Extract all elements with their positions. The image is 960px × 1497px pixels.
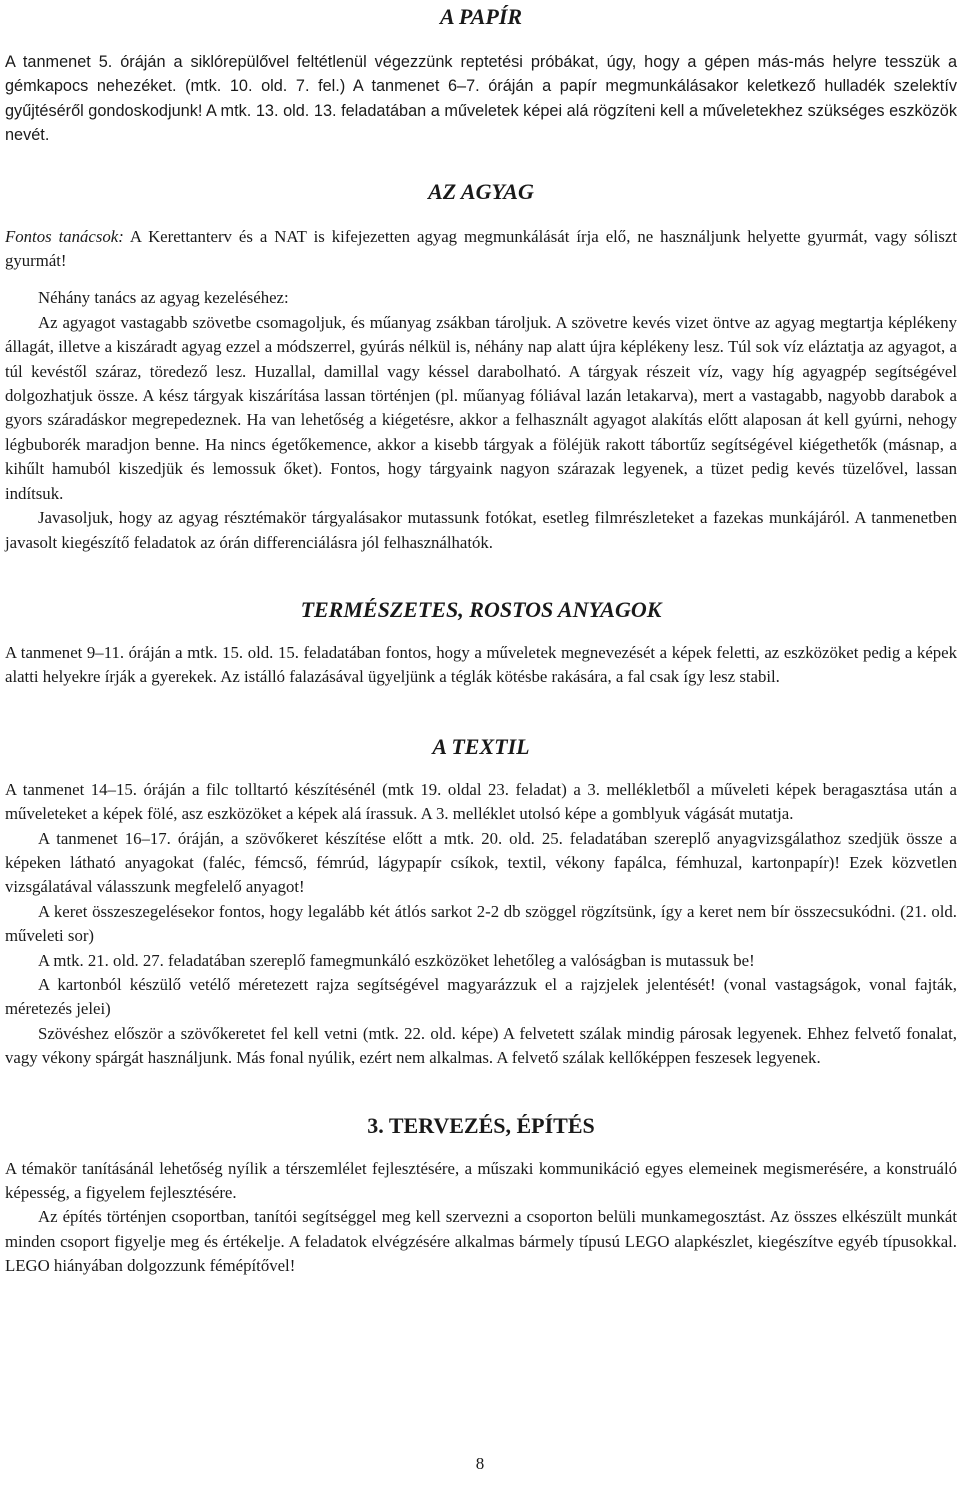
section-title-termeszetes: TERMÉSZETES, ROSTOS ANYAGOK: [300, 596, 662, 622]
section-title-textil: A TEXTIL: [432, 733, 530, 759]
paragraph-agyag-care: Az agyagot vastagabb szövetbe csomagoljuk, és műanyag zsákban tároljuk. A szövetre kevés vizet öntve az agyag megtartja képlékeny állagát, illetve a kiszáradt agyag ezzel a módszerrel, gyúrás nélkül is, néhány nap alatt újra képlékeny lesz. Túl sok víz eláztatja az agyagot, a túl kevéstől száraz, töredező lesz. Huzallal, damillal vagy késsel darabolható. A tárgyak részeit víz, vagy híg agyagpép segítségével dolgozhatjuk össze. A kész tárgyak kiszárítása lassan történjen (pl. műanyag fóliával lazán letakarva), mert a vastagabb, nagyobb darabok a gyors száradáskor megrepedeznek. Ha van lehetőség a kiégetésre, akkor a felhasznált agyagot alakítás előtt alaposan át kell gyúrni, nehogy légbuborék maradjon benne. Ha nincs égetőkemence, akkor a kisebb tárgyak a föléjük rakott tábortűz segítségével kiégethetők (másnap, a kihűlt hamuból kiszedjük és lemossuk őket). Fontos, hogy tárgyaink nagyon szárazak legyenek, a tüzet pedig kevés tüzelővel, lassan indítsuk.: [5, 312, 957, 503]
paragraph-textil-6: Szövéshez először a szövőkeretet fel kell vetni (mtk. 22. old. képe) A felvetett szálak mindig párosak legyenek. Ehhez felvető fonalat, vagy vékony spárgát használjunk. Más fonal nyúlik, ezért nem alkalmas. A felvető szálak kellőképpen feszesek legyenek.: [5, 1023, 957, 1068]
page-number: 8: [475, 1454, 485, 1473]
paragraph-tervezes-2: Az építés történjen csoportban, tanítói segítséggel meg kell szervezni a csoporton belüli munkamegosztást. Az összes elkészült munkát minden csoport figyelje meg és értékelje. A feladatok elvégzésére alkalmas bármely típusú LEGO alapkészlet, kiegészítve egyéb típusokkal. LEGO hiányában dolgozzunk fémépítővel!: [5, 1207, 957, 1276]
tip-text: A Kerettanterv és a NAT is kifejezetten agyag megmunkálását írja elő, ne használjunk helyette gyurmát, vagy sóliszt gyurmát!: [5, 226, 957, 271]
paragraph-textil-5: A kartonból készülő vetélő méretezett rajza segítségével magyarázzuk el a rajzjelek jelentését! (vonal vastagságok, vonal fajták, méretezés jelei): [5, 974, 957, 1019]
paragraph-textil-3: A keret összeszegelésekor fontos, hogy legalább két átlós sarkot 2-2 db szöggel rögzítsünk, így a keret nem bír összecsukódni. (21. old. műveleti sor): [5, 901, 957, 946]
section-title-papir: A PAPÍR: [439, 4, 523, 29]
paragraph-textil-1: A tanmenet 14–15. óráján a filc tolltartó készítésénél (mtk 19. oldal 23. feladat) a 3. mellékletből a műveleti képek beragasztása után a műveleteket a képek fölé, asz eszközöket a képek alá írassuk. A 3. melléklet utolsó képe a gomblyuk vágását mutatja.: [5, 779, 957, 824]
paragraph-agyag-photos: Javasoljuk, hogy az agyag résztémakör tárgyalásakor mutassunk fotókat, esetleg filmrészleteket a fazekas munkájáról. A tanmenetben javasolt kiegészítő feladatok az órán differenciálásra jól felhasználhatók.: [5, 508, 957, 552]
paragraph-textil-4: A mtk. 21. old. 27. feladatában szereplő famegmunkáló eszközöket lehetőleg a valóságban is mutassuk be!: [38, 950, 755, 970]
paragraph-agyag-tip: [5, 225, 957, 274]
section-title-tervezes: 3. TERVEZÉS, ÉPÍTÉS: [367, 1112, 595, 1138]
section-title-agyag: AZ AGYAG: [428, 178, 534, 204]
tip-label: Fontos tanácsok:: [5, 226, 124, 246]
paragraph-agyag-intro: Néhány tanács az agyag kezeléséhez:: [38, 288, 289, 308]
paragraph-termeszetes: A tanmenet 9–11. óráján a mtk. 15. old. 15. feladatában fontos, hogy a műveletek megnevezését a képek feletti, az eszközöket pedig a képek alatti helyekre írják a gyerekek. Az istálló falazásával ügyeljünk a téglák kötésbe rakására, a fal csak így lesz stabil.: [5, 642, 957, 687]
paragraph-tervezes-1: A témakör tanításánál lehetőség nyílik a térszemlélet fejlesztésére, a műszaki kommunikáció egyes elemeinek megismerésére, a konstruáló képesség, a figyelem fejlesztésére.: [5, 1158, 957, 1202]
paragraph-papir: A tanmenet 5. óráján a siklórepülővel feltétlenül végezzünk reptetési próbákat, úgy, hogy a gépen más-más helyre tesszük a gémkapocs nehezéket. (mtk. 10. old. 7. fel.) A tanmenet 6–7. óráján a papír megmunkálásakor keletkező hulladék szelektív gyűjtéséről gondoskodjunk! A mtk. 13. old. 13. feladatában a műveletek képei alá rögzíteni kell a műveletekhez szükséges eszközök nevét.: [5, 53, 957, 145]
document-page: [5, 0, 957, 1279]
paragraph-textil-2: A tanmenet 16–17. óráján, a szövőkeret készítése előtt a mtk. 20. old. 25. feladatában szereplő anyagvizsgálathoz szedjük össze a képeken látható anyagokat (faléc, fémcső, fémrúd, lágypapír csíkok, textil, vékony fapálca, fémhuzal, kartonpapír)! Ezek közvetlen vizsgálatával válasszunk megfelelő anyagot!: [5, 828, 957, 897]
